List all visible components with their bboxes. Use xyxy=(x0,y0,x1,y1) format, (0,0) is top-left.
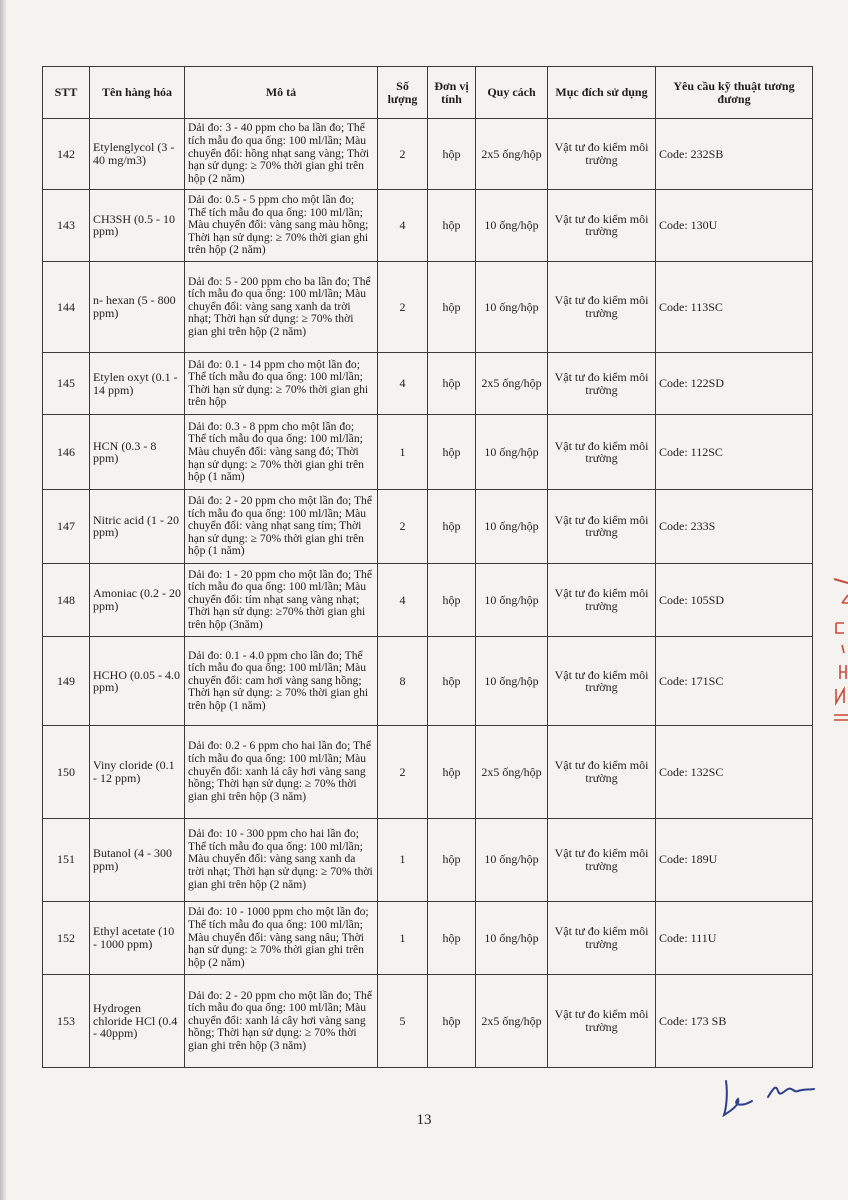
cell-item-name: Butanol (4 - 300 ppm) xyxy=(90,818,185,901)
cell-requirement: Code: 232SB xyxy=(656,119,813,190)
cell-description: Dải đo: 10 - 1000 ppm cho một lần đo; Thể tích mẫu đo qua ống: 100 ml/lần; Màu chuyển đổi: vàng sang nâu; Thời hạn sử dụng: ≥ 70% thời gian ghi trên hộp (2 năm) xyxy=(185,901,378,975)
table-row xyxy=(43,490,813,564)
cell-spec: 2x5 ống/hộp xyxy=(476,726,548,819)
table-row xyxy=(43,975,813,1068)
cell-quantity: 2 xyxy=(378,262,428,353)
cell-unit: hộp xyxy=(428,119,476,190)
cell-stt: 142 xyxy=(43,119,90,190)
cell-quantity: 4 xyxy=(378,189,428,262)
cell-description: Dải đo: 0.5 - 5 ppm cho một lần đo; Thể tích mẫu đo qua ống: 100 ml/lần; Màu chuyển đổi: vàng sang màu hồng; Thời hạn sử dụng: ≥ 70% thời gian ghi trên hộp (2 năm) xyxy=(185,189,378,262)
cell-quantity: 5 xyxy=(378,975,428,1068)
cell-requirement: Code: 130U xyxy=(656,189,813,262)
cell-description: Dải đo: 10 - 300 ppm cho hai lần đo; Thể tích mẫu đo qua ống: 100 ml/lần; Màu chuyển đổi: vàng sang xanh da trời nhạt; Thời hạn sử dụng: ≥ 70% thời gian ghi trên hộp (2 năm) xyxy=(185,818,378,901)
scan-left-edge xyxy=(0,0,6,1200)
cell-description: Dải đo: 5 - 200 ppm cho ba lần đo; Thể tích mẫu đo qua ống: 100 ml/lần; Màu chuyển đổi: vàng sang xanh da trời nhạt; Thời hạn sử dụng: ≥ 70% thời gian ghi trên hộp (2 năm) xyxy=(185,262,378,353)
cell-item-name: Viny cloride (0.1 - 12 ppm) xyxy=(90,726,185,819)
cell-unit: hộp xyxy=(428,818,476,901)
table-row xyxy=(43,352,813,415)
cell-purpose: Vật tư đo kiểm môi trường xyxy=(548,119,656,190)
table-row xyxy=(43,189,813,262)
cell-purpose: Vật tư đo kiểm môi trường xyxy=(548,262,656,353)
cell-requirement: Code: 113SC xyxy=(656,262,813,353)
cell-quantity: 4 xyxy=(378,563,428,637)
cell-spec: 10 ống/hộp xyxy=(476,262,548,353)
cell-unit: hộp xyxy=(428,726,476,819)
cell-unit: hộp xyxy=(428,637,476,726)
cell-unit: hộp xyxy=(428,415,476,490)
table-row xyxy=(43,563,813,637)
cell-stt: 145 xyxy=(43,352,90,415)
cell-quantity: 2 xyxy=(378,119,428,190)
cell-unit: hộp xyxy=(428,352,476,415)
cell-purpose: Vật tư đo kiểm môi trường xyxy=(548,726,656,819)
table-row xyxy=(43,262,813,353)
table-row xyxy=(43,726,813,819)
cell-requirement: Code: 233S xyxy=(656,490,813,564)
handwritten-signature xyxy=(718,1075,818,1120)
cell-purpose: Vật tư đo kiểm môi trường xyxy=(548,490,656,564)
cell-purpose: Vật tư đo kiểm môi trường xyxy=(548,975,656,1068)
cell-stt: 152 xyxy=(43,901,90,975)
header-unit: Đơn vị tính xyxy=(428,67,476,119)
cell-requirement: Code: 173 SB xyxy=(656,975,813,1068)
table-row xyxy=(43,818,813,901)
cell-description: Dải đo: 0.1 - 4.0 ppm cho lần đo; Thể tích mẫu đo qua ống: 100 ml/lần; Màu chuyển đổi: cam hơi vàng sang hồng; Thời hạn sử dụng: ≥ 70% thời gian ghi trên hộp (1 năm) xyxy=(185,637,378,726)
cell-unit: hộp xyxy=(428,490,476,564)
header-description: Mô tả xyxy=(185,67,378,119)
cell-spec: 10 ống/hộp xyxy=(476,189,548,262)
cell-description: Dải đo: 0.1 - 14 ppm cho một lần đo; Thể tích mẫu đo qua ống: 100 ml/lần; Thời hạn sử dụng: ≥ 70% thời gian ghi trên hộp xyxy=(185,352,378,415)
cell-item-name: Ethyl acetate (10 - 1000 ppm) xyxy=(90,901,185,975)
specification-table xyxy=(42,66,813,1068)
cell-quantity: 1 xyxy=(378,415,428,490)
cell-item-name: Etylen oxyt (0.1 - 14 ppm) xyxy=(90,352,185,415)
cell-stt: 151 xyxy=(43,818,90,901)
page-number: 13 xyxy=(416,1112,432,1128)
cell-item-name: Etylenglycol (3 - 40 mg/m3) xyxy=(90,119,185,190)
cell-unit: hộp xyxy=(428,901,476,975)
cell-spec: 10 ống/hộp xyxy=(476,818,548,901)
cell-stt: 149 xyxy=(43,637,90,726)
cell-unit: hộp xyxy=(428,975,476,1068)
cell-stt: 153 xyxy=(43,975,90,1068)
cell-item-name: HCHO (0.05 - 4.0 ppm) xyxy=(90,637,185,726)
cell-purpose: Vật tư đo kiểm môi trường xyxy=(548,563,656,637)
cell-unit: hộp xyxy=(428,563,476,637)
cell-unit: hộp xyxy=(428,262,476,353)
cell-quantity: 1 xyxy=(378,901,428,975)
cell-stt: 150 xyxy=(43,726,90,819)
header-stt: STT xyxy=(43,67,90,119)
cell-spec: 10 ống/hộp xyxy=(476,637,548,726)
cell-requirement: Code: 171SC xyxy=(656,637,813,726)
cell-spec: 10 ống/hộp xyxy=(476,901,548,975)
cell-item-name: n- hexan (5 - 800 ppm) xyxy=(90,262,185,353)
header-name: Tên hàng hóa xyxy=(90,67,185,119)
cell-requirement: Code: 122SD xyxy=(656,352,813,415)
cell-description: Dải đo: 1 - 20 ppm cho một lần đo; Thể tích mẫu đo qua ống: 100 ml/lần; Màu chuyển đổi: tím nhạt sang vàng nhạt; Thời hạn sử dụng: ≥70% thời gian ghi trên hộp (3năm) xyxy=(185,563,378,637)
cell-spec: 2x5 ống/hộp xyxy=(476,975,548,1068)
cell-item-name: CH3SH (0.5 - 10 ppm) xyxy=(90,189,185,262)
cell-purpose: Vật tư đo kiểm môi trường xyxy=(548,901,656,975)
table-header-row xyxy=(43,67,813,119)
cell-spec: 10 ống/hộp xyxy=(476,563,548,637)
cell-item-name: Hydrogen chloride HCl (0.4 - 40ppm) xyxy=(90,975,185,1068)
cell-quantity: 8 xyxy=(378,637,428,726)
cell-requirement: Code: 105SD xyxy=(656,563,813,637)
cell-requirement: Code: 112SC xyxy=(656,415,813,490)
table-row xyxy=(43,119,813,190)
cell-description: Dải đo: 0.3 - 8 ppm cho một lần đo; Thể tích mẫu đo qua ống: 100 ml/lần; Màu chuyển đổi: vàng sang đỏ; Thời hạn sử dụng: ≥ 70% thời gian ghi trên hộp (1 năm) xyxy=(185,415,378,490)
cell-spec: 10 ống/hộp xyxy=(476,415,548,490)
table-row xyxy=(43,637,813,726)
cell-purpose: Vật tư đo kiểm môi trường xyxy=(548,352,656,415)
cell-purpose: Vật tư đo kiểm môi trường xyxy=(548,818,656,901)
cell-stt: 146 xyxy=(43,415,90,490)
cell-spec: 10 ống/hộp xyxy=(476,490,548,564)
cell-description: Dải đo: 3 - 40 ppm cho ba lần đo; Thể tích mẫu đo qua ống: 100 ml/lần; Màu chuyển đổi: hồng nhạt sang vàng; Thời hạn sử dụng: ≥ 70% thời gian ghi trên hộp (2 năm) xyxy=(185,119,378,190)
cell-stt: 143 xyxy=(43,189,90,262)
cell-quantity: 2 xyxy=(378,726,428,819)
cell-stt: 148 xyxy=(43,563,90,637)
cell-requirement: Code: 132SC xyxy=(656,726,813,819)
cell-spec: 2x5 ống/hộp xyxy=(476,119,548,190)
cell-quantity: 1 xyxy=(378,818,428,901)
table-row xyxy=(43,901,813,975)
cell-purpose: Vật tư đo kiểm môi trường xyxy=(548,415,656,490)
header-spec: Quy cách xyxy=(476,67,548,119)
table-row xyxy=(43,415,813,490)
header-requirement: Yêu cầu kỹ thuật tương đương xyxy=(656,67,813,119)
cell-requirement: Code: 189U xyxy=(656,818,813,901)
cell-item-name: Amoniac (0.2 - 20 ppm) xyxy=(90,563,185,637)
cell-purpose: Vật tư đo kiểm môi trường xyxy=(548,637,656,726)
cell-stt: 144 xyxy=(43,262,90,353)
cell-unit: hộp xyxy=(428,189,476,262)
cell-item-name: Nitric acid (1 - 20 ppm) xyxy=(90,490,185,564)
cell-spec: 2x5 ống/hộp xyxy=(476,352,548,415)
cell-stt: 147 xyxy=(43,490,90,564)
cell-item-name: HCN (0.3 - 8 ppm) xyxy=(90,415,185,490)
cell-requirement: Code: 111U xyxy=(656,901,813,975)
header-quantity: Số lượng xyxy=(378,67,428,119)
cell-description: Dải đo: 0.2 - 6 ppm cho hai lần đo; Thể tích mẫu đo qua ống: 100 ml/lần; Màu chuyển đổi: xanh lá cây hơi vàng sang hồng; Thời hạn sử dụng: ≥ 70% thời gian ghi trên hộp (3 năm) xyxy=(185,726,378,819)
red-stamp-fragment xyxy=(822,575,848,725)
cell-description: Dải đo: 2 - 20 ppm cho một lần đo; Thể tích mẫu đo qua ống: 100 ml/lần; Màu chuyển đổi: vàng nhạt sang tím; Thời hạn sử dụng: ≥ 70% thời gian ghi trên hộp (1 năm) xyxy=(185,490,378,564)
cell-description: Dải đo: 2 - 20 ppm cho một lần đo; Thể tích mẫu đo qua ống: 100 ml/lần; Màu chuyển đổi: xanh lá cây hơi vàng sang hồng; Thời hạn sử dụng: ≥ 70% thời gian ghi trên hộp (3 năm) xyxy=(185,975,378,1068)
cell-quantity: 2 xyxy=(378,490,428,564)
cell-purpose: Vật tư đo kiểm môi trường xyxy=(548,189,656,262)
cell-quantity: 4 xyxy=(378,352,428,415)
header-purpose: Mục đích sử dụng xyxy=(548,67,656,119)
